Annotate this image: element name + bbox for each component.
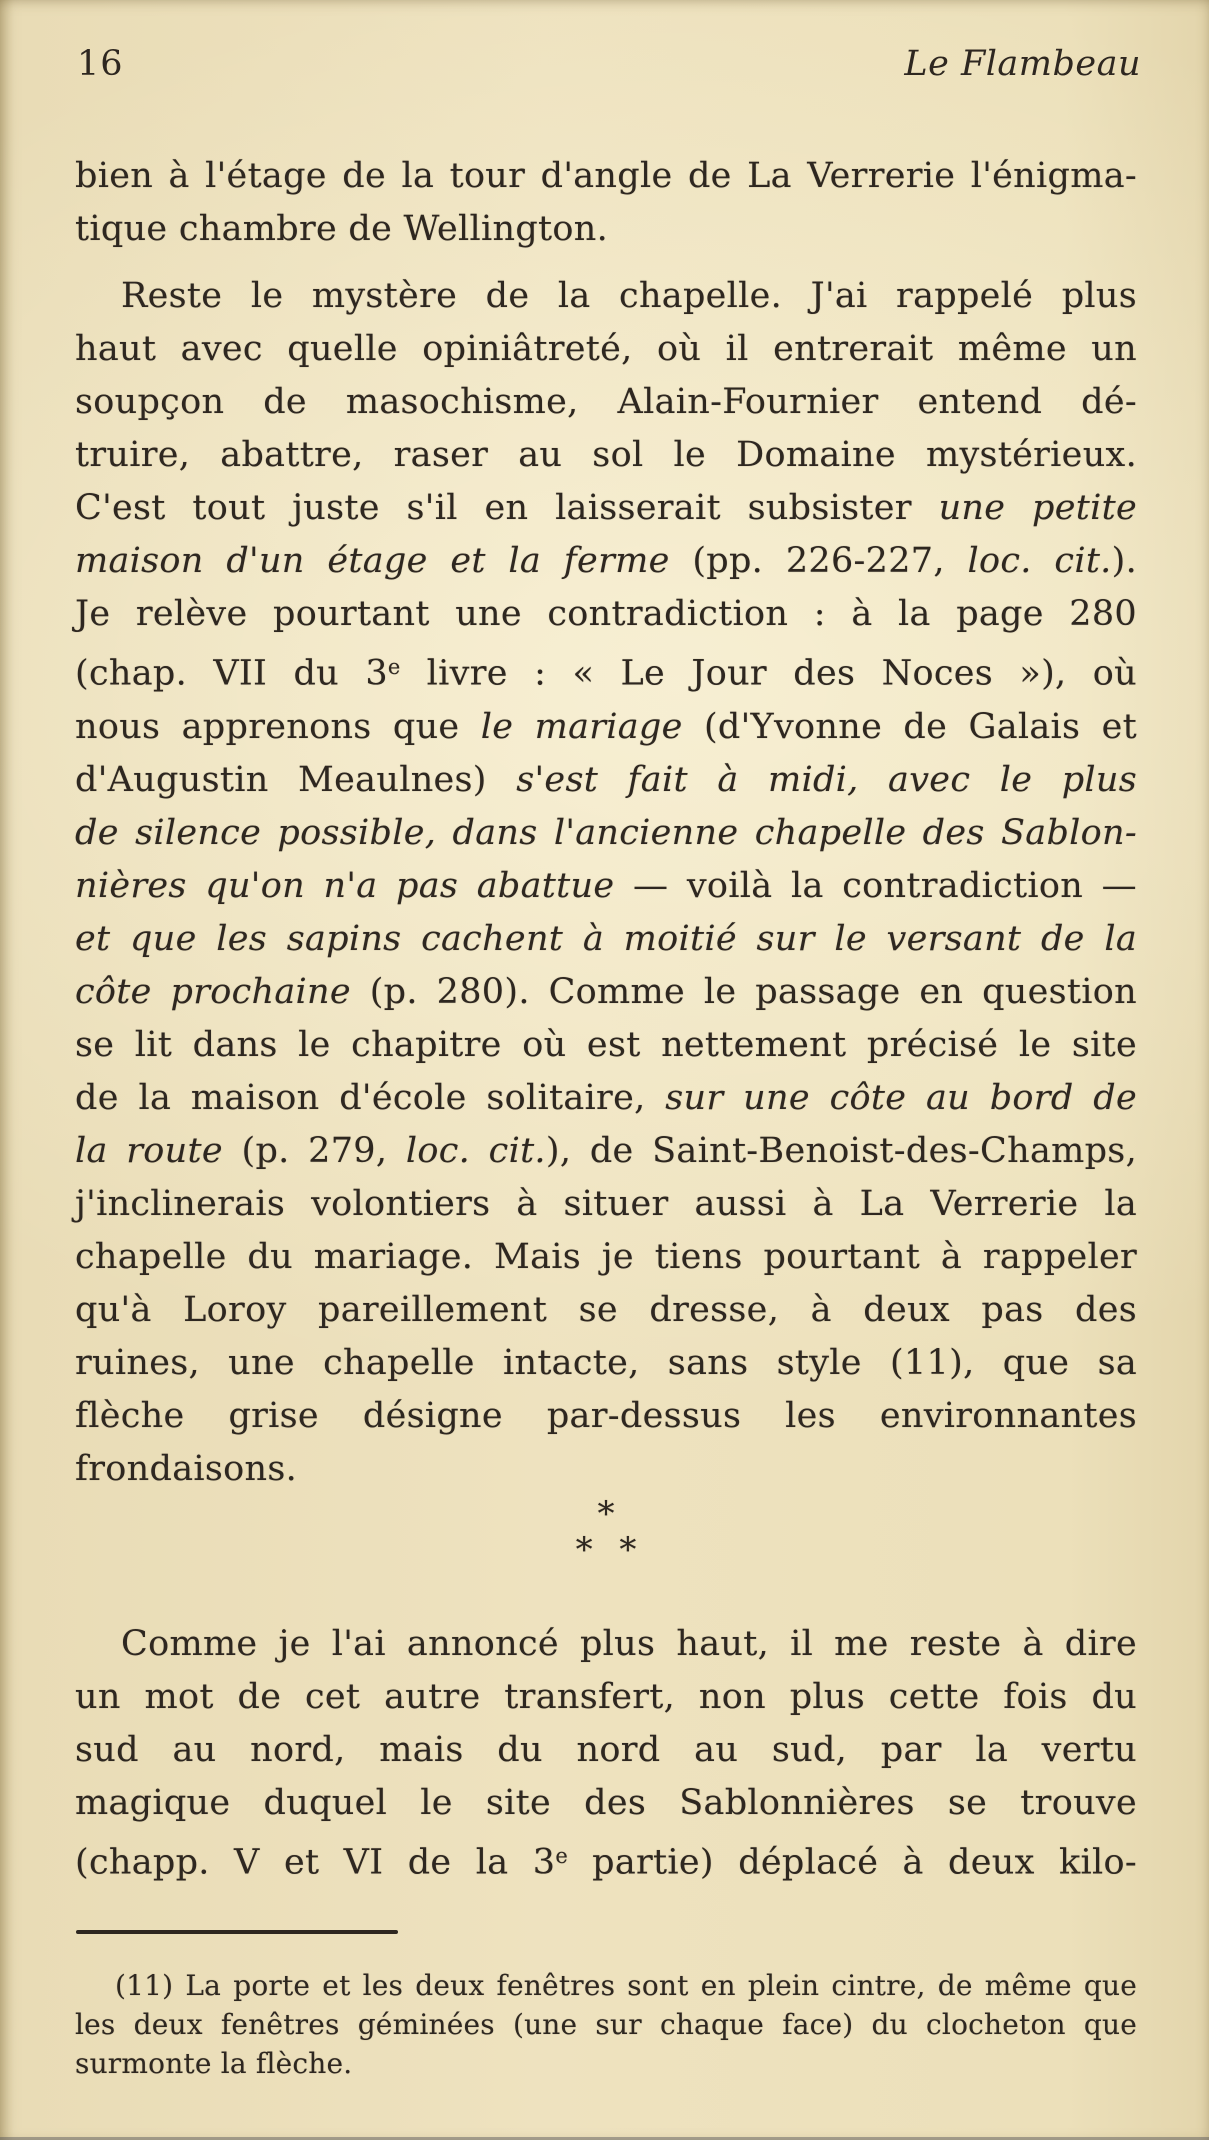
text-segment: ), de Saint-Benoist-des-Champs, [545,1130,1137,1171]
text-line [75,1284,1137,1337]
text-line [75,588,1137,641]
text-segment: les deux fenêtres géminées (une sur chaque face) du clocheton que [75,2008,1137,2041]
text-segment: frondaisons. [75,1448,298,1489]
text-line [75,2044,1137,2083]
italic-text: nières qu'on n'a pas abattue [75,865,615,906]
text-line [75,2005,1137,2044]
text-segment: flèche grise désigne par-dessus les environnantes [75,1395,1137,1436]
text-line [75,1072,1137,1125]
text-line [75,1443,1137,1496]
running-title: Le Flambeau [904,44,1141,84]
italic-text: loc. cit. [405,1130,546,1171]
text-line [75,1671,1137,1724]
text-segment: magique duquel le site des Sablonnières se trouve [75,1783,1137,1823]
italic-text: maison d'un étage et la ferme [75,541,670,581]
text-line [75,1178,1137,1231]
page-header [77,44,1141,84]
text-segment: C'est tout juste s'il en laisserait subsister [75,488,939,528]
text-segment: (chap. VII du 3 [75,653,388,694]
italic-text: sur une côte au bord de [665,1077,1137,1118]
text-line [75,376,1137,429]
text-segment: soupçon de masochisme, Alain-Fournier entend dé- [75,382,1137,422]
text-segment: truire, abattre, raser au sol le Domaine mystérieux. [75,435,1137,475]
italic-text: s'est fait à midi, avec le plus [516,759,1137,800]
text-segment: (chapp. V et VI de la 3 [75,1842,556,1883]
italic-text: et que les sapins cachent à moitié sur le versant de la [75,918,1137,959]
text-segment: haut avec quelle opiniâtreté, où il entrerait même un [75,329,1137,369]
text-line [75,966,1137,1019]
text-line [75,1724,1137,1777]
text-segment: (pp. 226-227, [669,541,968,581]
text-line [75,1231,1137,1284]
text-line [75,1618,1137,1671]
asterism-divider [75,1496,1137,1568]
footnote-rule [76,1930,398,1934]
italic-text: loc. cit. [967,541,1112,581]
text-segment: bien à l'étage de la tour d'angle de La Verrerie l'énigma- [75,156,1137,196]
paragraph-2 [75,270,1137,1496]
text-segment: j'inclinerais volontiers à situer aussi à La Verrerie la [75,1183,1137,1224]
text-line [75,429,1137,482]
asterism-top-star: * [597,1494,615,1534]
text-line [75,323,1137,376]
text-segment: ruines, une chapelle intacte, sans style (11), que sa [75,1342,1137,1383]
text-segment: chapelle du mariage. Mais je tiens pourtant à rappeler [75,1236,1137,1277]
text-line [75,482,1137,535]
text-segment: partie) déplacé à deux kilo- [567,1842,1137,1883]
text-segment: Comme je l'ai annoncé plus haut, il me reste à dire [121,1624,1137,1664]
text-segment: Reste le mystère de la chapelle. J'ai rappelé plus [121,276,1137,316]
text-segment: un mot de cet autre transfert, non plus cette fois du [75,1677,1137,1717]
text-line [75,754,1137,807]
text-segment: sud au nord, mais du nord au sud, par la vertu [75,1730,1137,1770]
text-segment: d'Augustin Meaulnes) [75,759,517,800]
italic-text: le mariage [480,706,683,747]
text-segment: — voilà la contradiction — [614,865,1137,906]
text-line [75,203,1137,256]
text-segment: surmonte la flèche. [75,2047,353,2080]
text-line [75,1777,1137,1830]
page-number: 16 [77,44,124,84]
italic-text: la route [75,1130,223,1171]
footnote [75,1966,1137,2083]
text-line [75,1830,1137,1890]
text-line [75,641,1137,701]
text-segment: nous apprenons que [75,706,481,747]
superscript-text: e [387,655,401,679]
text-segment: se lit dans le chapitre où est nettement précisé le site [75,1024,1137,1065]
text-line [75,1019,1137,1072]
text-segment: (11) La porte et les deux fenêtres sont en plein cintre, de même que [115,1969,1137,2002]
italic-text: une petite [938,488,1138,528]
text-segment: (d'Yvonne de Galais et [682,706,1137,747]
text-line [75,913,1137,966]
text-segment: qu'à Loroy pareillement se dresse, à deux pas des [75,1289,1137,1330]
superscript-text: e [555,1844,568,1868]
text-line [75,535,1137,588]
text-line [75,860,1137,913]
text-line [75,1337,1137,1390]
text-line [75,270,1137,323]
text-line [75,1125,1137,1178]
text-line [75,1966,1137,2005]
asterism-bottom-stars: * * [575,1530,637,1570]
text-line [75,807,1137,860]
italic-text: côte prochaine [75,971,351,1012]
text-segment: ). [1111,541,1137,581]
italic-text: de silence possible, dans l'ancienne chapelle des Sablon- [75,812,1137,853]
text-line [75,1390,1137,1443]
text-segment: de la maison d'école solitaire, [75,1077,666,1118]
text-segment: Je relève pourtant une contradiction : à la page 280 [75,594,1137,634]
text-segment: (p. 279, [222,1130,406,1171]
paragraph-3 [75,1618,1137,1890]
paragraph-1 [75,150,1137,256]
text-segment: (p. 280). Comme le passage en question [350,971,1137,1012]
text-line [75,150,1137,203]
text-segment: livre : « Le Jour des Noces »), où [400,653,1137,694]
text-line [75,701,1137,754]
text-segment: tique chambre de Wellington. [75,209,609,249]
